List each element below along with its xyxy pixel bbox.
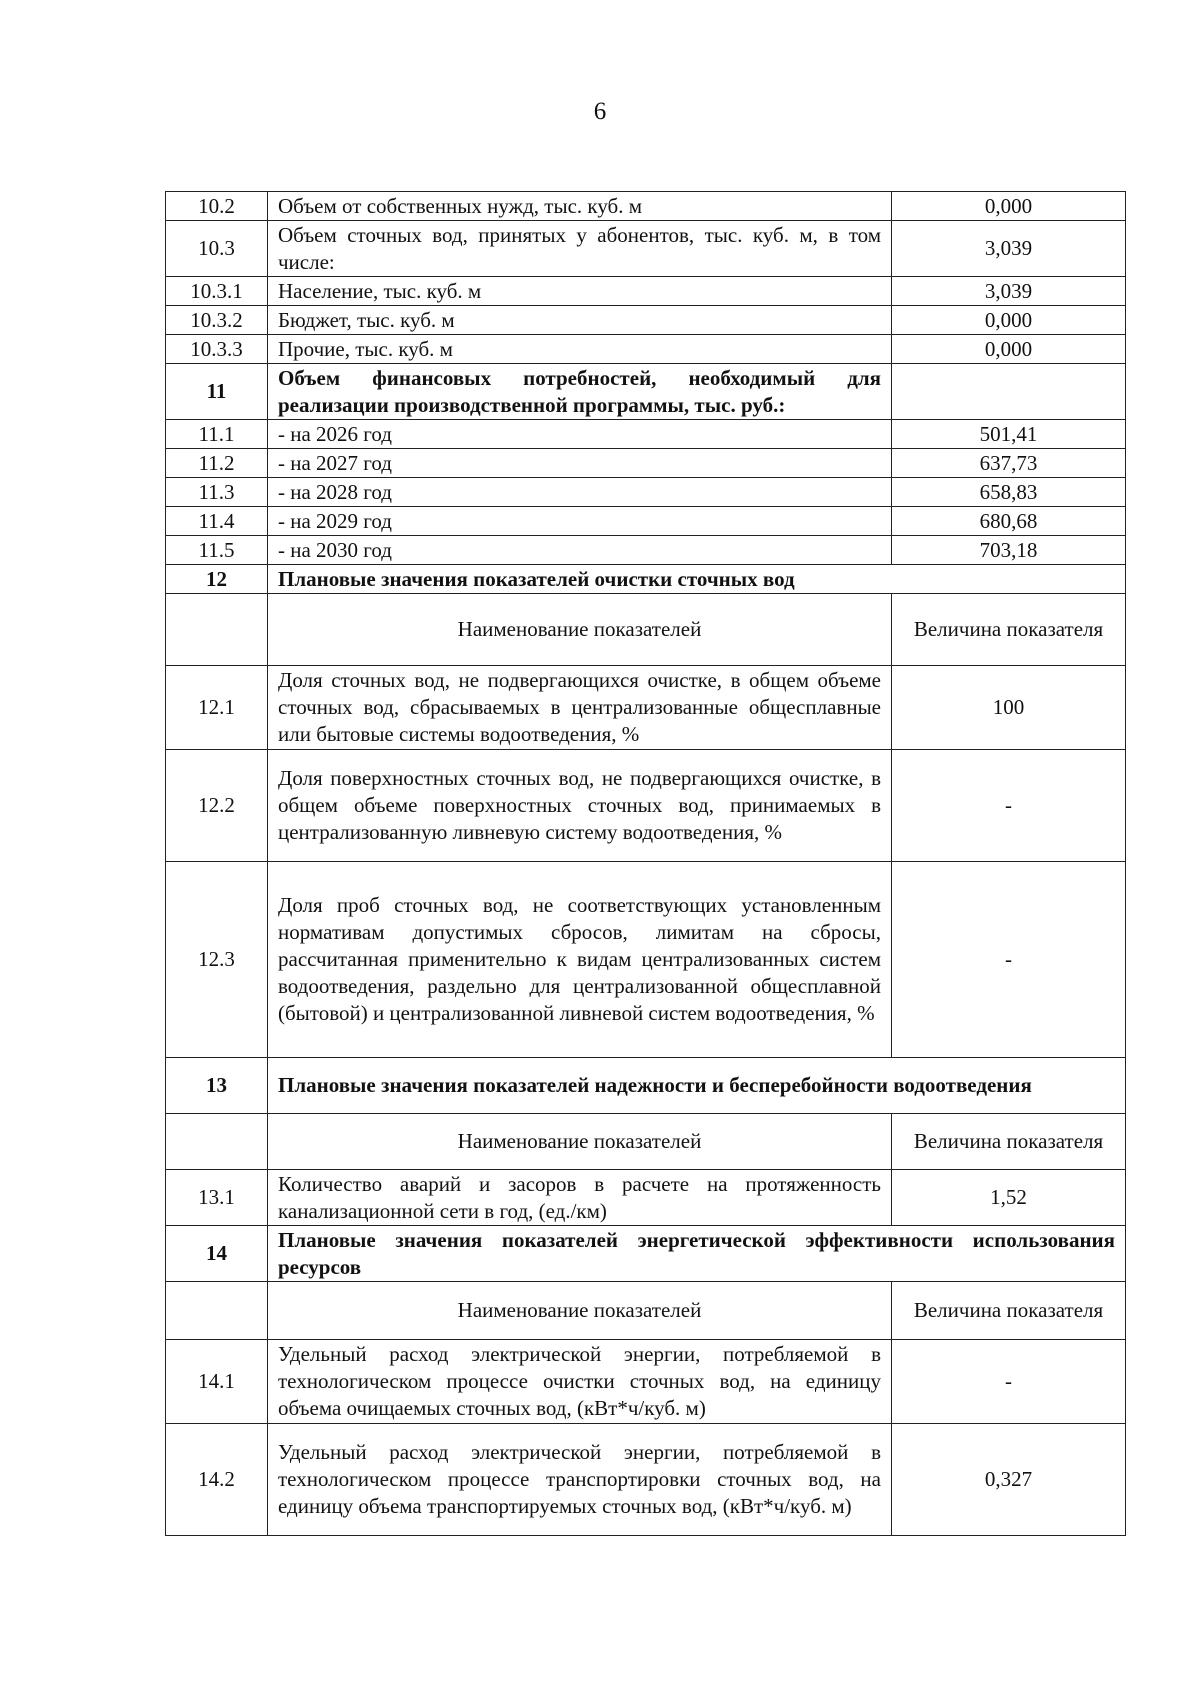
table-row: [166, 507, 1126, 536]
indicators-table: [165, 191, 1126, 1536]
row-name: Объем сточных вод, принятых у абонентов, тыс. куб. м, в том числе:: [268, 221, 892, 277]
row-value: 100: [892, 666, 1126, 750]
empty-cell: [166, 1282, 268, 1340]
section-title: Плановые значения показателей энергетической эффективности использования ресурсов: [268, 1226, 1126, 1282]
row-value: -: [892, 1340, 1126, 1424]
row-number: 14.1: [166, 1340, 268, 1424]
row-value: -: [892, 862, 1126, 1058]
header-name: Наименование показателей: [268, 1114, 892, 1170]
row-value: 0,327: [892, 1424, 1126, 1536]
table-row: [166, 478, 1126, 507]
row-value: 637,73: [892, 449, 1126, 478]
page-number: 6: [593, 98, 607, 125]
row-number: 11.4: [166, 507, 268, 536]
row-number: 10.3: [166, 221, 268, 277]
row-name: Прочие, тыс. куб. м: [268, 335, 892, 364]
row-name: Доля поверхностных сточных вод, не подвергающихся очистке, в общем объеме поверхностных сточных вод, принимаемых в централизованную ливневую систему водоотведения, %: [268, 750, 892, 862]
row-name: - на 2029 год: [268, 507, 892, 536]
section-row-12: [166, 565, 1126, 594]
row-number: 14.2: [166, 1424, 268, 1536]
row-name: Объем от собственных нужд, тыс. куб. м: [268, 192, 892, 221]
header-row: [166, 1114, 1126, 1170]
row-number: 10.3.1: [166, 277, 268, 306]
empty-cell: [166, 1114, 268, 1170]
table-row: [166, 750, 1126, 862]
row-number: 10.2: [166, 192, 268, 221]
row-name: Население, тыс. куб. м: [268, 277, 892, 306]
table-row: [166, 192, 1126, 221]
table-row: [166, 1170, 1126, 1226]
table-row: [166, 536, 1126, 565]
table-row: [166, 335, 1126, 364]
header-value: Величина показателя: [892, 1114, 1126, 1170]
row-name: Бюджет, тыс. куб. м: [268, 306, 892, 335]
section-row-13: [166, 1058, 1126, 1114]
empty-cell: [166, 594, 268, 666]
table-row: [166, 1424, 1126, 1536]
table-row: [166, 862, 1126, 1058]
row-value: 0,000: [892, 192, 1126, 221]
table-row: [166, 1340, 1126, 1424]
header-name: Наименование показателей: [268, 594, 892, 666]
row-number: 12.1: [166, 666, 268, 750]
row-value: 0,000: [892, 335, 1126, 364]
row-value: 703,18: [892, 536, 1126, 565]
table-row: [166, 449, 1126, 478]
row-name: Количество аварий и засоров в расчете на протяженность канализационной сети в год, (ед./км): [268, 1170, 892, 1226]
row-name: Удельный расход электрической энергии, потребляемой в технологическом процессе транспортировки сточных вод, на единицу объема транспортируемых сточных вод, (кВт*ч/куб. м): [268, 1424, 892, 1536]
row-number: 11.3: [166, 478, 268, 507]
section-number: 13: [166, 1058, 268, 1114]
table-row: [166, 277, 1126, 306]
section-row-14: [166, 1226, 1126, 1282]
row-name: Доля сточных вод, не подвергающихся очистке, в общем объеме сточных вод, сбрасываемых в централизованные общесплавные или бытовые системы водоотведения, %: [268, 666, 892, 750]
row-value: 680,68: [892, 507, 1126, 536]
header-row: [166, 594, 1126, 666]
row-value: 3,039: [892, 277, 1126, 306]
row-value: 501,41: [892, 420, 1126, 449]
section-number: 14: [166, 1226, 268, 1282]
header-row: [166, 1282, 1126, 1340]
table-row: [166, 306, 1126, 335]
header-value: Величина показателя: [892, 594, 1126, 666]
row-value: 3,039: [892, 221, 1126, 277]
table-row: [166, 420, 1126, 449]
row-value: -: [892, 750, 1126, 862]
row-number: 11.2: [166, 449, 268, 478]
section-title: Плановые значения показателей надежности и бесперебойности водоотведения: [268, 1058, 1126, 1114]
row-number: 13.1: [166, 1170, 268, 1226]
empty-cell: [892, 364, 1126, 420]
row-name: Доля проб сточных вод, не соответствующих установленным нормативам допустимых сбросов, лимитам на сбросы, рассчитанная применительно к видам централизованных систем водоотведения, раздельно для централизованной общесплавной (бытовой) и централизованной ливневой систем водоотведения, %: [268, 862, 892, 1058]
row-name: - на 2028 год: [268, 478, 892, 507]
row-number: 10.3.2: [166, 306, 268, 335]
section-number: 11: [166, 364, 268, 420]
section-title: Плановые значения показателей очистки сточных вод: [268, 565, 1126, 594]
header-name: Наименование показателей: [268, 1282, 892, 1340]
row-number: 12.2: [166, 750, 268, 862]
section-number: 12: [166, 565, 268, 594]
section-row-11: [166, 364, 1126, 420]
section-title: Объем финансовых потребностей, необходимый для реализации производственной программы, тыс. руб.:: [268, 364, 892, 420]
row-value: 1,52: [892, 1170, 1126, 1226]
row-name: - на 2030 год: [268, 536, 892, 565]
row-name: - на 2027 год: [268, 449, 892, 478]
row-number: 12.3: [166, 862, 268, 1058]
row-name: - на 2026 год: [268, 420, 892, 449]
row-number: 10.3.3: [166, 335, 268, 364]
table-row: [166, 666, 1126, 750]
row-value: 0,000: [892, 306, 1126, 335]
row-name: Удельный расход электрической энергии, потребляемой в технологическом процессе очистки сточных вод, на единицу объема очищаемых сточных вод, (кВт*ч/куб. м): [268, 1340, 892, 1424]
table-row: [166, 221, 1126, 277]
header-value: Величина показателя: [892, 1282, 1126, 1340]
row-value: 658,83: [892, 478, 1126, 507]
row-number: 11.1: [166, 420, 268, 449]
row-number: 11.5: [166, 536, 268, 565]
